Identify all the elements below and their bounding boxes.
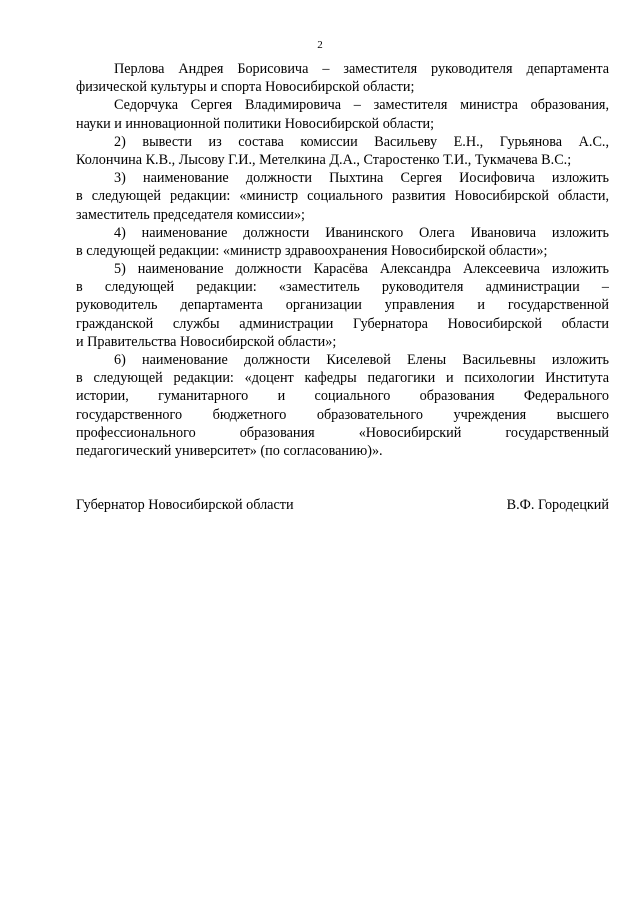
- text-line: 4) наименование должности Иванинского Олега Ивановича изложить: [114, 224, 609, 241]
- text-line: в следующей редакции: «министр социального развития Новосибирской области,: [76, 188, 609, 205]
- text-line: в следующей редакции: «заместитель руководителя администрации –: [76, 279, 609, 296]
- text-line: профессионального образования «Новосибирский государственный: [76, 424, 609, 441]
- text-line: 5) наименование должности Карасёва Александра Алексеевича изложить: [114, 261, 609, 278]
- paragraph-perlov: [76, 60, 609, 96]
- text-line: заместитель председателя комиссии»;: [76, 206, 305, 223]
- text-line: физической культуры и спорта Новосибирской области;: [76, 79, 415, 96]
- text-line: 3) наименование должности Пыхтина Сергея Иосифовича изложить: [114, 170, 609, 187]
- text-line: гражданской службы администрации Губернатора Новосибирской области: [76, 315, 609, 332]
- text-line: и Правительства Новосибирской области»;: [76, 333, 337, 350]
- text-line: Перлова Андрея Борисовича – заместителя руководителя департамента: [114, 61, 609, 77]
- signatory-name: В.Ф. Городецкий: [506, 497, 609, 513]
- text-line: науки и инновационной политики Новосибирской области;: [76, 115, 435, 132]
- text-line: истории, гуманитарного и социального образования Федерального: [76, 388, 609, 405]
- text-line: государственного бюджетного образовательного учреждения высшего: [76, 406, 609, 423]
- paragraph-sedorchuk: [76, 96, 609, 132]
- paragraph-item-4: [76, 224, 609, 260]
- paragraph-item-6: [76, 351, 609, 460]
- paragraph-item-2: [76, 133, 609, 169]
- text-line: руководитель департамента организации управления и государственной: [76, 297, 609, 314]
- signature-block: [76, 496, 609, 514]
- paragraph-item-3: [76, 169, 609, 224]
- text-line: в следующей редакции: «доцент кафедры педагогики и психологии Института: [76, 370, 609, 387]
- text-line: Седорчука Сергея Владимировича – заместителя министра образования,: [114, 97, 609, 114]
- paragraph-item-5: [76, 260, 609, 351]
- text-line: в следующей редакции: «министр здравоохранения Новосибирской области»;: [76, 242, 548, 259]
- document-body: [76, 60, 609, 460]
- page-number: 2: [317, 39, 323, 51]
- text-line: Колончина К.В., Лысову Г.И., Метелкина Д.А., Старостенко Т.И., Тукмачева В.С.;: [76, 151, 572, 168]
- text-line: 6) наименование должности Киселевой Елены Васильевны изложить: [114, 352, 609, 368]
- text-line: 2) вывести из состава комиссии Васильеву Е.Н., Гурьянова А.С.,: [114, 133, 609, 150]
- text-line: педагогический университет» (по согласованию)».: [76, 442, 383, 459]
- signatory-title: Губернатор Новосибирской области: [76, 497, 294, 513]
